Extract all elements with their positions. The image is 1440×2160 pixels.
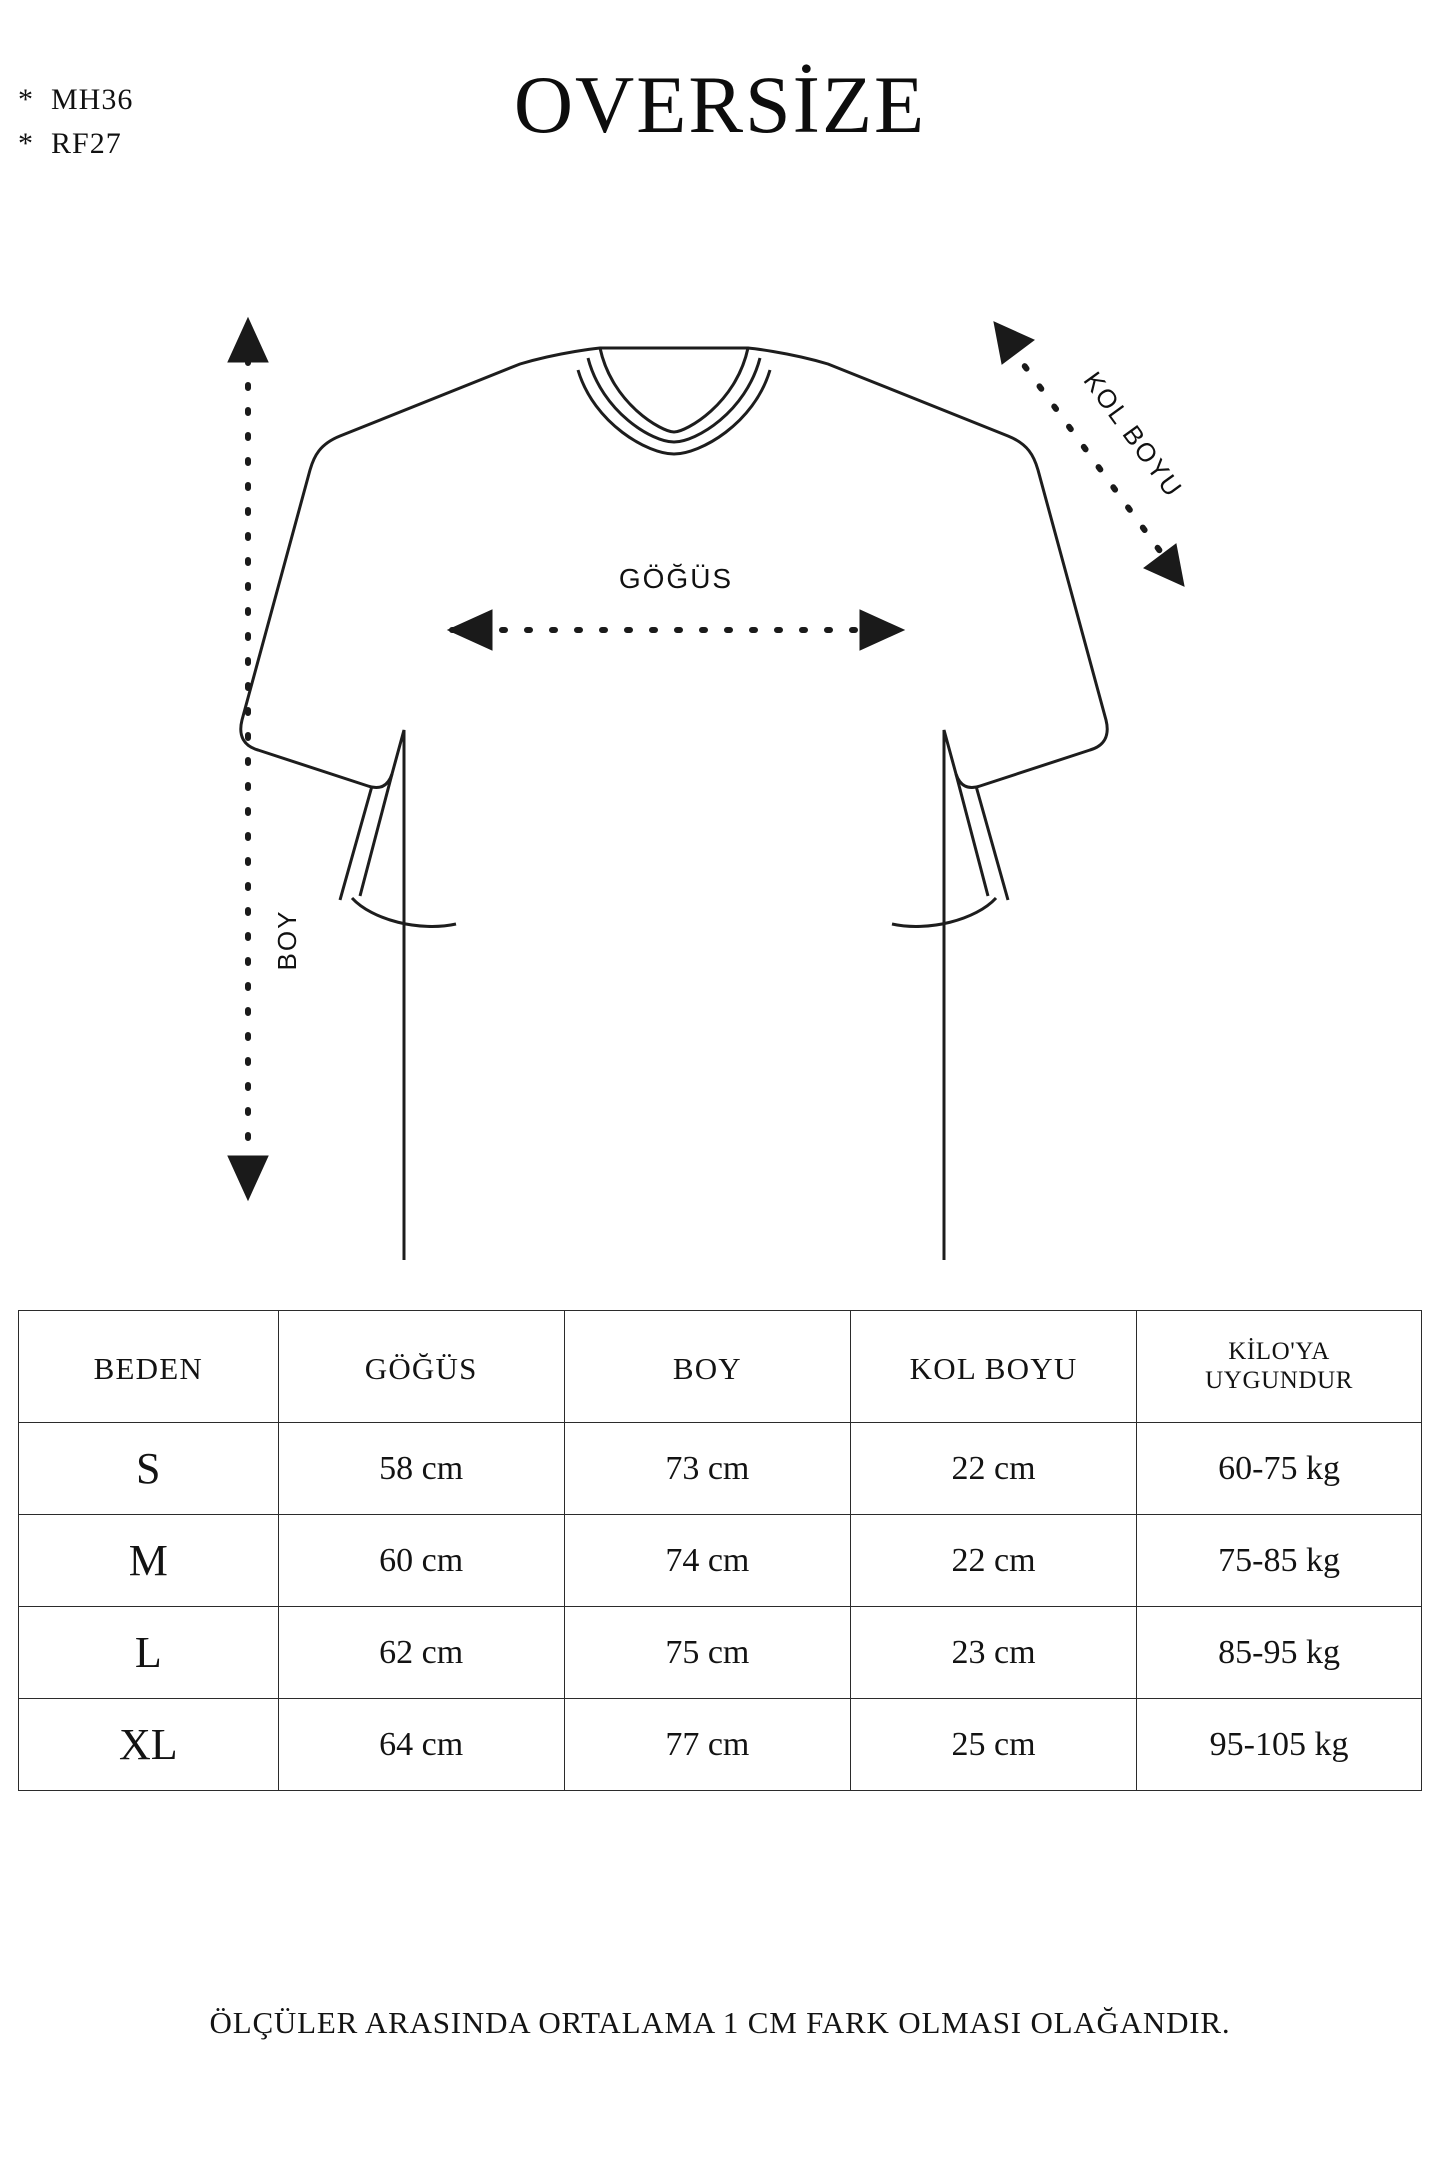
tshirt-outline-icon — [241, 348, 1107, 1260]
header-kilo-line1: KİLO'YA — [1228, 1337, 1330, 1365]
cell-gogus: 58 cm — [278, 1423, 564, 1515]
cell-kilo: 75-85 kg — [1137, 1515, 1422, 1607]
header-boy — [564, 1311, 850, 1423]
header-boy-label: BOY — [672, 1350, 742, 1386]
header-kol-boyu-label: KOL BOYU — [909, 1350, 1078, 1386]
header-gogus-label: GÖĞÜS — [364, 1350, 478, 1386]
cell-kilo: 60-75 kg — [1137, 1423, 1422, 1515]
cell-gogus: 60 cm — [278, 1515, 564, 1607]
cell-boy: 77 cm — [564, 1699, 850, 1791]
header-kilo-line2: UYGUNDUR — [1205, 1366, 1353, 1394]
cell-kilo: 85-95 kg — [1137, 1607, 1422, 1699]
cell-kol: 22 cm — [850, 1423, 1136, 1515]
cell-beden: L — [19, 1607, 279, 1699]
measurement-note: ÖLÇÜLER ARASINDA ORTALAMA 1 CM FARK OLMASI OLAĞANDIR. — [209, 2005, 1231, 2040]
table-row — [19, 1699, 1422, 1791]
header-beden-label: BEDEN — [93, 1350, 203, 1386]
length-label: BOY — [272, 909, 302, 971]
table-row — [19, 1423, 1422, 1515]
cell-gogus: 64 cm — [278, 1699, 564, 1791]
table-header-row — [19, 1311, 1422, 1423]
tshirt-diagram — [0, 300, 1440, 1260]
cell-boy: 75 cm — [564, 1607, 850, 1699]
table-row — [19, 1607, 1422, 1699]
chest-label: GÖĞÜS — [618, 563, 734, 594]
cell-beden: M — [19, 1515, 279, 1607]
cell-beden: S — [19, 1423, 279, 1515]
header-gogus — [278, 1311, 564, 1423]
header-beden — [19, 1311, 279, 1423]
cell-beden: XL — [19, 1699, 279, 1791]
cell-boy: 74 cm — [564, 1515, 850, 1607]
product-code-2: * RF27 — [18, 126, 122, 160]
cell-boy: 73 cm — [564, 1423, 850, 1515]
header-kilo — [1137, 1311, 1422, 1423]
length-measure-arrow-icon — [228, 318, 268, 1200]
cell-kol: 25 cm — [850, 1699, 1136, 1791]
chest-measure-arrow-icon — [448, 610, 904, 650]
size-table — [18, 1310, 1422, 1791]
cell-gogus: 62 cm — [278, 1607, 564, 1699]
product-code-1: * MH36 — [18, 83, 134, 116]
header-kol-boyu — [850, 1311, 1136, 1423]
page-title: OVERSİZE — [513, 59, 927, 150]
sleeve-label: KOL BOYU — [1077, 366, 1189, 504]
cell-kol: 22 cm — [850, 1515, 1136, 1607]
cell-kilo: 95-105 kg — [1137, 1699, 1422, 1791]
table-row — [19, 1515, 1422, 1607]
cell-kol: 23 cm — [850, 1607, 1136, 1699]
size-table-container — [18, 1310, 1422, 1791]
